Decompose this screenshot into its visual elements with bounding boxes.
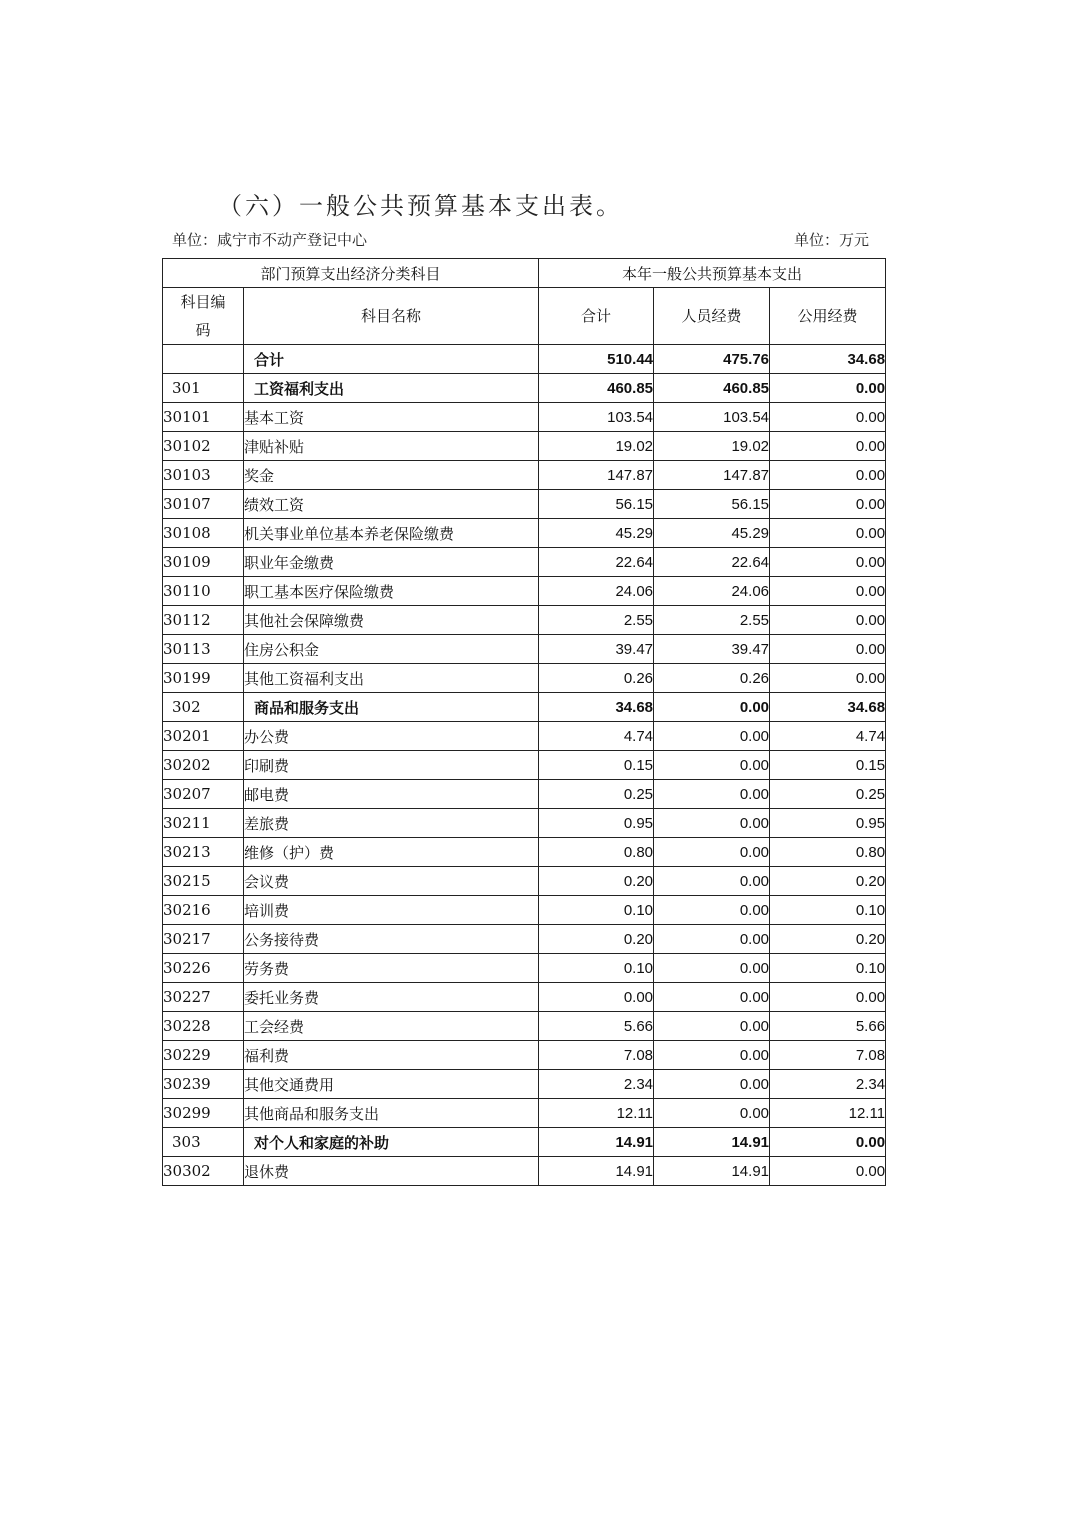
row-personnel: 0.00 <box>654 867 770 896</box>
row-name: 办公费 <box>244 722 539 751</box>
row-public: 0.00 <box>770 635 886 664</box>
row-personnel: 45.29 <box>654 519 770 548</box>
row-total: 0.15 <box>539 751 654 780</box>
row-personnel: 0.00 <box>654 925 770 954</box>
table-row <box>163 809 886 838</box>
row-code: 30109 <box>163 548 244 577</box>
row-total: 22.64 <box>539 548 654 577</box>
row-total: 0.25 <box>539 780 654 809</box>
header-code: 科目编码 <box>163 288 244 345</box>
row-code: 30199 <box>163 664 244 693</box>
row-total: 0.00 <box>539 983 654 1012</box>
header-group-row <box>163 259 886 288</box>
table-row <box>163 490 886 519</box>
row-code: 30299 <box>163 1099 244 1128</box>
row-personnel: 0.00 <box>654 722 770 751</box>
row-personnel: 0.00 <box>654 693 770 722</box>
row-total: 34.68 <box>539 693 654 722</box>
row-personnel: 460.85 <box>654 374 770 403</box>
row-total: 14.91 <box>539 1128 654 1157</box>
row-code: 30217 <box>163 925 244 954</box>
table-row <box>163 1012 886 1041</box>
header-public: 公用经费 <box>770 288 886 345</box>
row-public: 34.68 <box>770 345 886 374</box>
table-row <box>163 780 886 809</box>
row-name: 其他社会保障缴费 <box>244 606 539 635</box>
row-personnel: 0.00 <box>654 751 770 780</box>
row-personnel: 24.06 <box>654 577 770 606</box>
row-code: 30213 <box>163 838 244 867</box>
row-code: 301 <box>163 374 244 403</box>
row-public: 2.34 <box>770 1070 886 1099</box>
row-name: 福利费 <box>244 1041 539 1070</box>
row-code: 30103 <box>163 461 244 490</box>
row-total: 45.29 <box>539 519 654 548</box>
row-personnel: 56.15 <box>654 490 770 519</box>
row-public: 0.00 <box>770 606 886 635</box>
table-row <box>163 1041 886 1070</box>
row-code: 30108 <box>163 519 244 548</box>
table-row <box>163 432 886 461</box>
row-code: 30226 <box>163 954 244 983</box>
row-code: 30211 <box>163 809 244 838</box>
header-personnel: 人员经费 <box>654 288 770 345</box>
row-personnel: 39.47 <box>654 635 770 664</box>
row-public: 7.08 <box>770 1041 886 1070</box>
row-personnel: 0.00 <box>654 809 770 838</box>
row-personnel: 0.26 <box>654 664 770 693</box>
row-name: 其他商品和服务支出 <box>244 1099 539 1128</box>
table-row <box>163 606 886 635</box>
table-row <box>163 1128 886 1157</box>
row-code: 30113 <box>163 635 244 664</box>
row-total: 0.20 <box>539 925 654 954</box>
row-public: 0.00 <box>770 519 886 548</box>
budget-table <box>162 258 886 1186</box>
header-name: 科目名称 <box>244 288 539 345</box>
row-name: 印刷费 <box>244 751 539 780</box>
row-code: 30207 <box>163 780 244 809</box>
row-personnel: 0.00 <box>654 954 770 983</box>
row-public: 0.80 <box>770 838 886 867</box>
table-row <box>163 722 886 751</box>
row-name: 公务接待费 <box>244 925 539 954</box>
row-personnel: 0.00 <box>654 1070 770 1099</box>
row-code: 30201 <box>163 722 244 751</box>
table-row <box>163 374 886 403</box>
row-name: 邮电费 <box>244 780 539 809</box>
row-public: 0.00 <box>770 664 886 693</box>
row-personnel: 22.64 <box>654 548 770 577</box>
row-public: 0.00 <box>770 983 886 1012</box>
row-public: 12.11 <box>770 1099 886 1128</box>
row-total: 103.54 <box>539 403 654 432</box>
row-total: 7.08 <box>539 1041 654 1070</box>
row-public: 34.68 <box>770 693 886 722</box>
row-public: 0.00 <box>770 461 886 490</box>
row-code: 30102 <box>163 432 244 461</box>
row-personnel: 103.54 <box>654 403 770 432</box>
row-personnel: 475.76 <box>654 345 770 374</box>
row-total: 12.11 <box>539 1099 654 1128</box>
row-code: 30110 <box>163 577 244 606</box>
row-name: 职业年金缴费 <box>244 548 539 577</box>
row-code: 30112 <box>163 606 244 635</box>
row-total: 510.44 <box>539 345 654 374</box>
table-row <box>163 1157 886 1186</box>
row-personnel: 2.55 <box>654 606 770 635</box>
row-name: 其他交通费用 <box>244 1070 539 1099</box>
row-public: 0.00 <box>770 577 886 606</box>
row-code: 30227 <box>163 983 244 1012</box>
row-public: 0.15 <box>770 751 886 780</box>
row-name: 差旅费 <box>244 809 539 838</box>
table-row <box>163 1070 886 1099</box>
row-name: 工会经费 <box>244 1012 539 1041</box>
row-total: 4.74 <box>539 722 654 751</box>
table-row <box>163 896 886 925</box>
row-personnel: 14.91 <box>654 1157 770 1186</box>
row-code: 30302 <box>163 1157 244 1186</box>
row-public: 0.00 <box>770 548 886 577</box>
table-row <box>163 519 886 548</box>
row-name: 维修（护）费 <box>244 838 539 867</box>
row-name: 基本工资 <box>244 403 539 432</box>
row-total: 24.06 <box>539 577 654 606</box>
row-name: 住房公积金 <box>244 635 539 664</box>
row-total: 0.95 <box>539 809 654 838</box>
row-total: 0.26 <box>539 664 654 693</box>
table-row <box>163 954 886 983</box>
row-personnel: 14.91 <box>654 1128 770 1157</box>
row-name: 商品和服务支出 <box>244 693 539 722</box>
row-code: 30101 <box>163 403 244 432</box>
row-total: 14.91 <box>539 1157 654 1186</box>
row-public: 0.00 <box>770 1157 886 1186</box>
row-name: 奖金 <box>244 461 539 490</box>
table-row <box>163 577 886 606</box>
row-personnel: 0.00 <box>654 838 770 867</box>
row-code: 30107 <box>163 490 244 519</box>
row-name: 绩效工资 <box>244 490 539 519</box>
row-personnel: 0.00 <box>654 896 770 925</box>
row-personnel: 0.00 <box>654 780 770 809</box>
row-public: 0.00 <box>770 490 886 519</box>
table-row <box>163 664 886 693</box>
row-total: 460.85 <box>539 374 654 403</box>
header-group-classification: 部门预算支出经济分类科目 <box>163 259 539 288</box>
row-code: 30239 <box>163 1070 244 1099</box>
row-name: 工资福利支出 <box>244 374 539 403</box>
row-total: 39.47 <box>539 635 654 664</box>
row-total: 2.55 <box>539 606 654 635</box>
table-row <box>163 838 886 867</box>
table-row <box>163 983 886 1012</box>
row-public: 0.00 <box>770 432 886 461</box>
row-code: 302 <box>163 693 244 722</box>
row-name: 津贴补贴 <box>244 432 539 461</box>
row-public: 0.20 <box>770 925 886 954</box>
row-name: 其他工资福利支出 <box>244 664 539 693</box>
row-public: 0.10 <box>770 896 886 925</box>
row-public: 4.74 <box>770 722 886 751</box>
table-row <box>163 693 886 722</box>
row-total: 56.15 <box>539 490 654 519</box>
page-title: （六）一般公共预算基本支出表。 <box>218 192 623 220</box>
row-total: 5.66 <box>539 1012 654 1041</box>
table-row <box>163 867 886 896</box>
row-personnel: 19.02 <box>654 432 770 461</box>
row-code: 30215 <box>163 867 244 896</box>
header-total: 合计 <box>539 288 654 345</box>
row-total: 147.87 <box>539 461 654 490</box>
row-total: 0.80 <box>539 838 654 867</box>
row-public: 0.95 <box>770 809 886 838</box>
unit-organization: 单位：咸宁市不动产登记中心 <box>172 231 368 249</box>
header-group-expenditure: 本年一般公共预算基本支出 <box>539 259 886 288</box>
row-public: 0.25 <box>770 780 886 809</box>
row-name: 对个人和家庭的补助 <box>244 1128 539 1157</box>
row-code: 30202 <box>163 751 244 780</box>
table-row <box>163 925 886 954</box>
row-code: 30228 <box>163 1012 244 1041</box>
row-total: 2.34 <box>539 1070 654 1099</box>
row-public: 5.66 <box>770 1012 886 1041</box>
row-personnel: 0.00 <box>654 983 770 1012</box>
row-total: 0.10 <box>539 896 654 925</box>
row-public: 0.20 <box>770 867 886 896</box>
table-row <box>163 548 886 577</box>
row-personnel: 0.00 <box>654 1041 770 1070</box>
row-name: 退休费 <box>244 1157 539 1186</box>
row-name: 会议费 <box>244 867 539 896</box>
row-code: 30229 <box>163 1041 244 1070</box>
header-column-row <box>163 288 886 345</box>
row-personnel: 0.00 <box>654 1012 770 1041</box>
row-total: 19.02 <box>539 432 654 461</box>
table-row <box>163 751 886 780</box>
unit-currency: 单位：万元 <box>794 231 870 249</box>
row-name: 委托业务费 <box>244 983 539 1012</box>
row-personnel: 0.00 <box>654 1099 770 1128</box>
row-personnel: 147.87 <box>654 461 770 490</box>
table-row <box>163 461 886 490</box>
row-code: 30216 <box>163 896 244 925</box>
row-total: 0.10 <box>539 954 654 983</box>
row-public: 0.00 <box>770 1128 886 1157</box>
row-name: 职工基本医疗保险缴费 <box>244 577 539 606</box>
row-public: 0.10 <box>770 954 886 983</box>
table-row <box>163 345 886 374</box>
table-row <box>163 1099 886 1128</box>
row-code: 303 <box>163 1128 244 1157</box>
table-row <box>163 635 886 664</box>
row-name: 培训费 <box>244 896 539 925</box>
row-name: 劳务费 <box>244 954 539 983</box>
row-public: 0.00 <box>770 374 886 403</box>
row-code <box>163 345 244 374</box>
row-public: 0.00 <box>770 403 886 432</box>
table-row <box>163 403 886 432</box>
row-name: 机关事业单位基本养老保险缴费 <box>244 519 539 548</box>
row-name: 合计 <box>244 345 539 374</box>
row-total: 0.20 <box>539 867 654 896</box>
